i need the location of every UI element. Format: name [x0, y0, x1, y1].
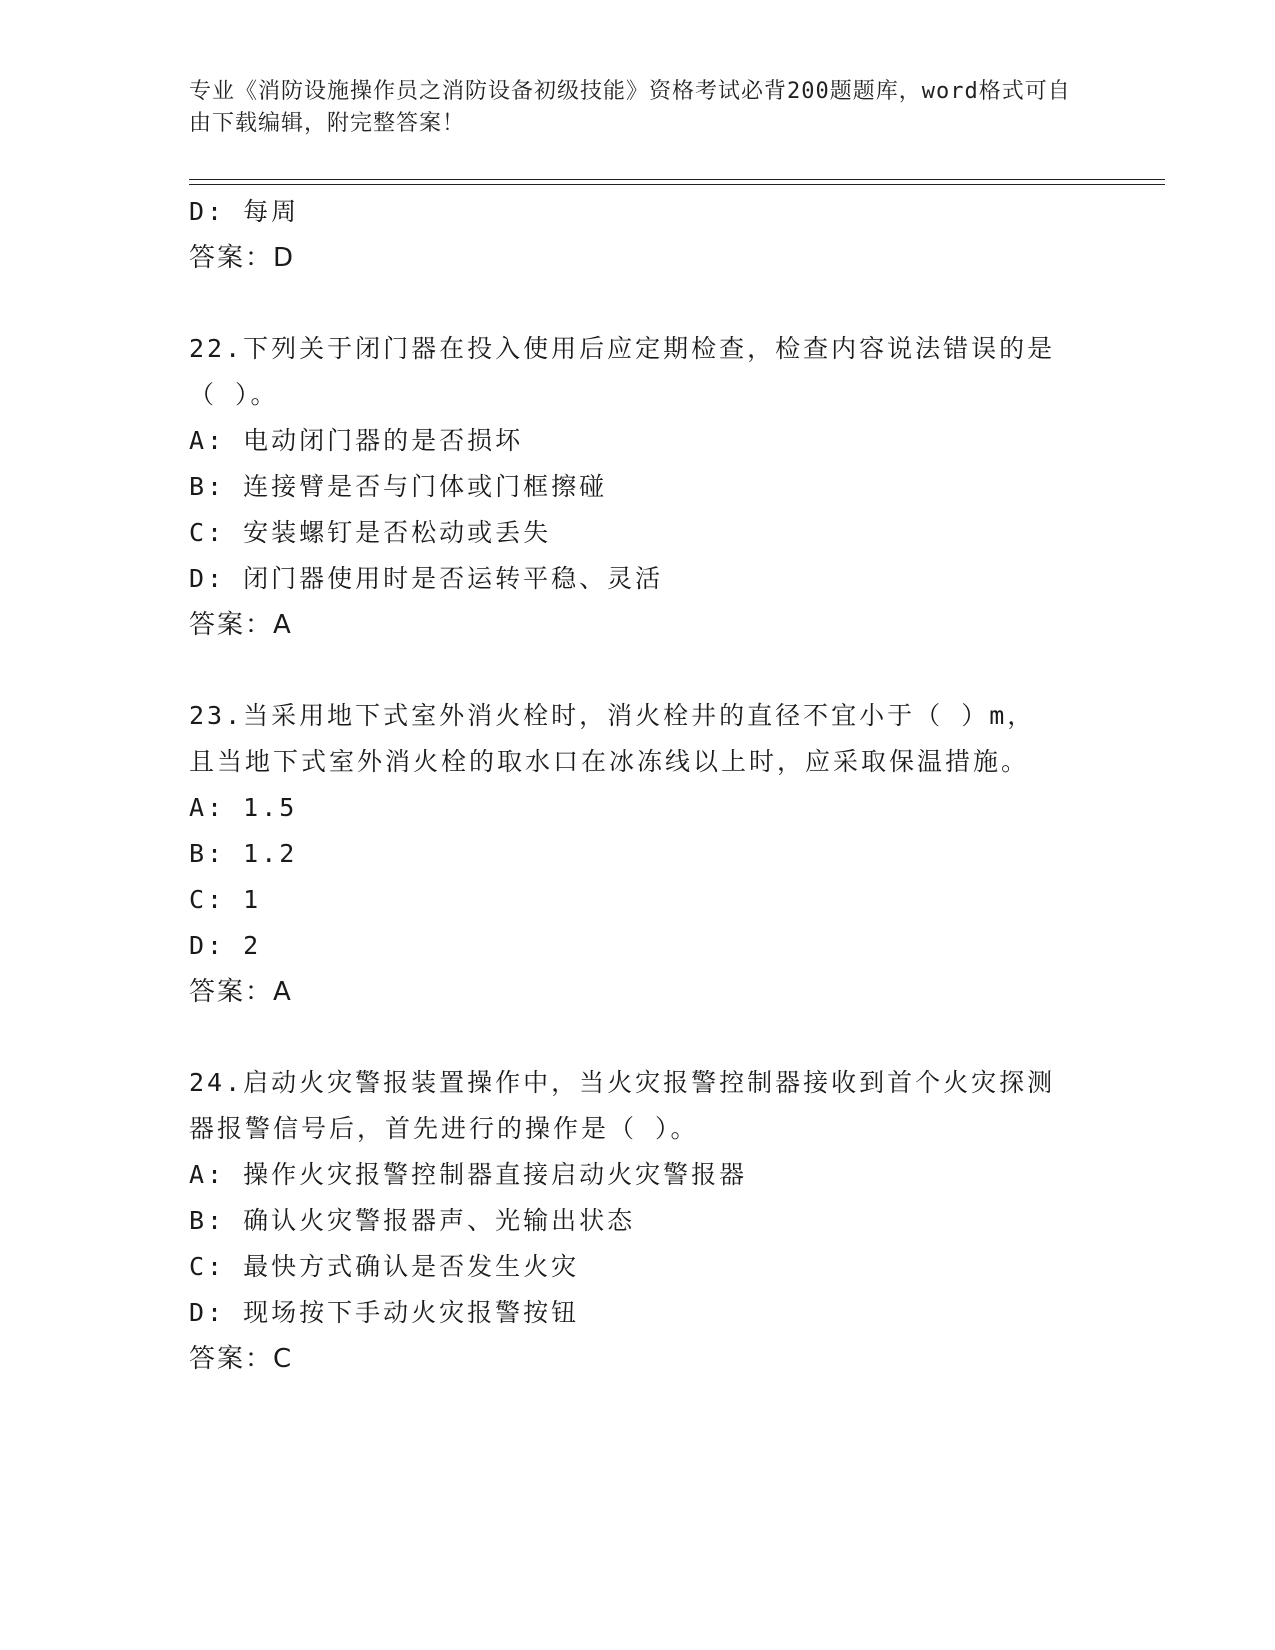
header-divider-bottom — [189, 184, 1165, 185]
page-header-title: 专业《消防设施操作员之消防设备初级技能》资格考试必背200题题库，word格式可自由下载编辑，附完整答案！ — [189, 79, 1071, 136]
option-a: A: 1.5 — [189, 793, 298, 822]
option-c: C: 安装螺钉是否松动或丢失 — [189, 518, 552, 547]
option-a: A: 操作火灾报警控制器直接启动火灾警报器 — [189, 1160, 748, 1189]
option-b: B: 确认火灾警报器声、光输出状态 — [189, 1206, 636, 1235]
question-22 — [189, 326, 1129, 648]
option-d: D: 2 — [189, 931, 262, 960]
question-text-line: 且当地下式室外消火栓的取水口在冰冻线以上时，应采取保温措施。 — [189, 747, 1030, 776]
question-text-line: （ ）。 — [189, 380, 279, 409]
option-b: B: 连接臂是否与门体或门框擦碰 — [189, 472, 608, 501]
option-b: B: 1.2 — [189, 839, 298, 868]
question-text-line: 器报警信号后，首先进行的操作是（ ）。 — [189, 1114, 699, 1143]
question-text-line: 24.启动火灾警报装置操作中，当火灾报警控制器接收到首个火灾探测 — [189, 1068, 1056, 1097]
option-d: D: 闭门器使用时是否运转平稳、灵活 — [189, 564, 664, 593]
option-c: C: 最快方式确认是否发生火灾 — [189, 1252, 580, 1281]
question-text-line: 23.当采用地下式室外消火栓时，消火栓井的直径不宜小于（ ）m， — [189, 701, 1036, 730]
question-24 — [189, 1060, 1129, 1382]
question-23 — [189, 693, 1129, 1015]
option-d: D: 现场按下手动火灾报警按钮 — [189, 1298, 580, 1327]
header-divider-top — [189, 179, 1165, 180]
question-text-line: 22.下列关于闭门器在投入使用后应定期检查，检查内容说法错误的是 — [189, 334, 1056, 363]
answer: 答案：A — [189, 610, 293, 640]
answer: 答案：C — [189, 1344, 294, 1374]
option-d: D: 每周 — [189, 197, 300, 226]
document-body — [189, 189, 1129, 1382]
answer: 答案：D — [189, 243, 296, 273]
answer: 答案：A — [189, 977, 293, 1007]
option-a: A: 电动闭门器的是否损坏 — [189, 426, 524, 455]
option-c: C: 1 — [189, 885, 262, 914]
